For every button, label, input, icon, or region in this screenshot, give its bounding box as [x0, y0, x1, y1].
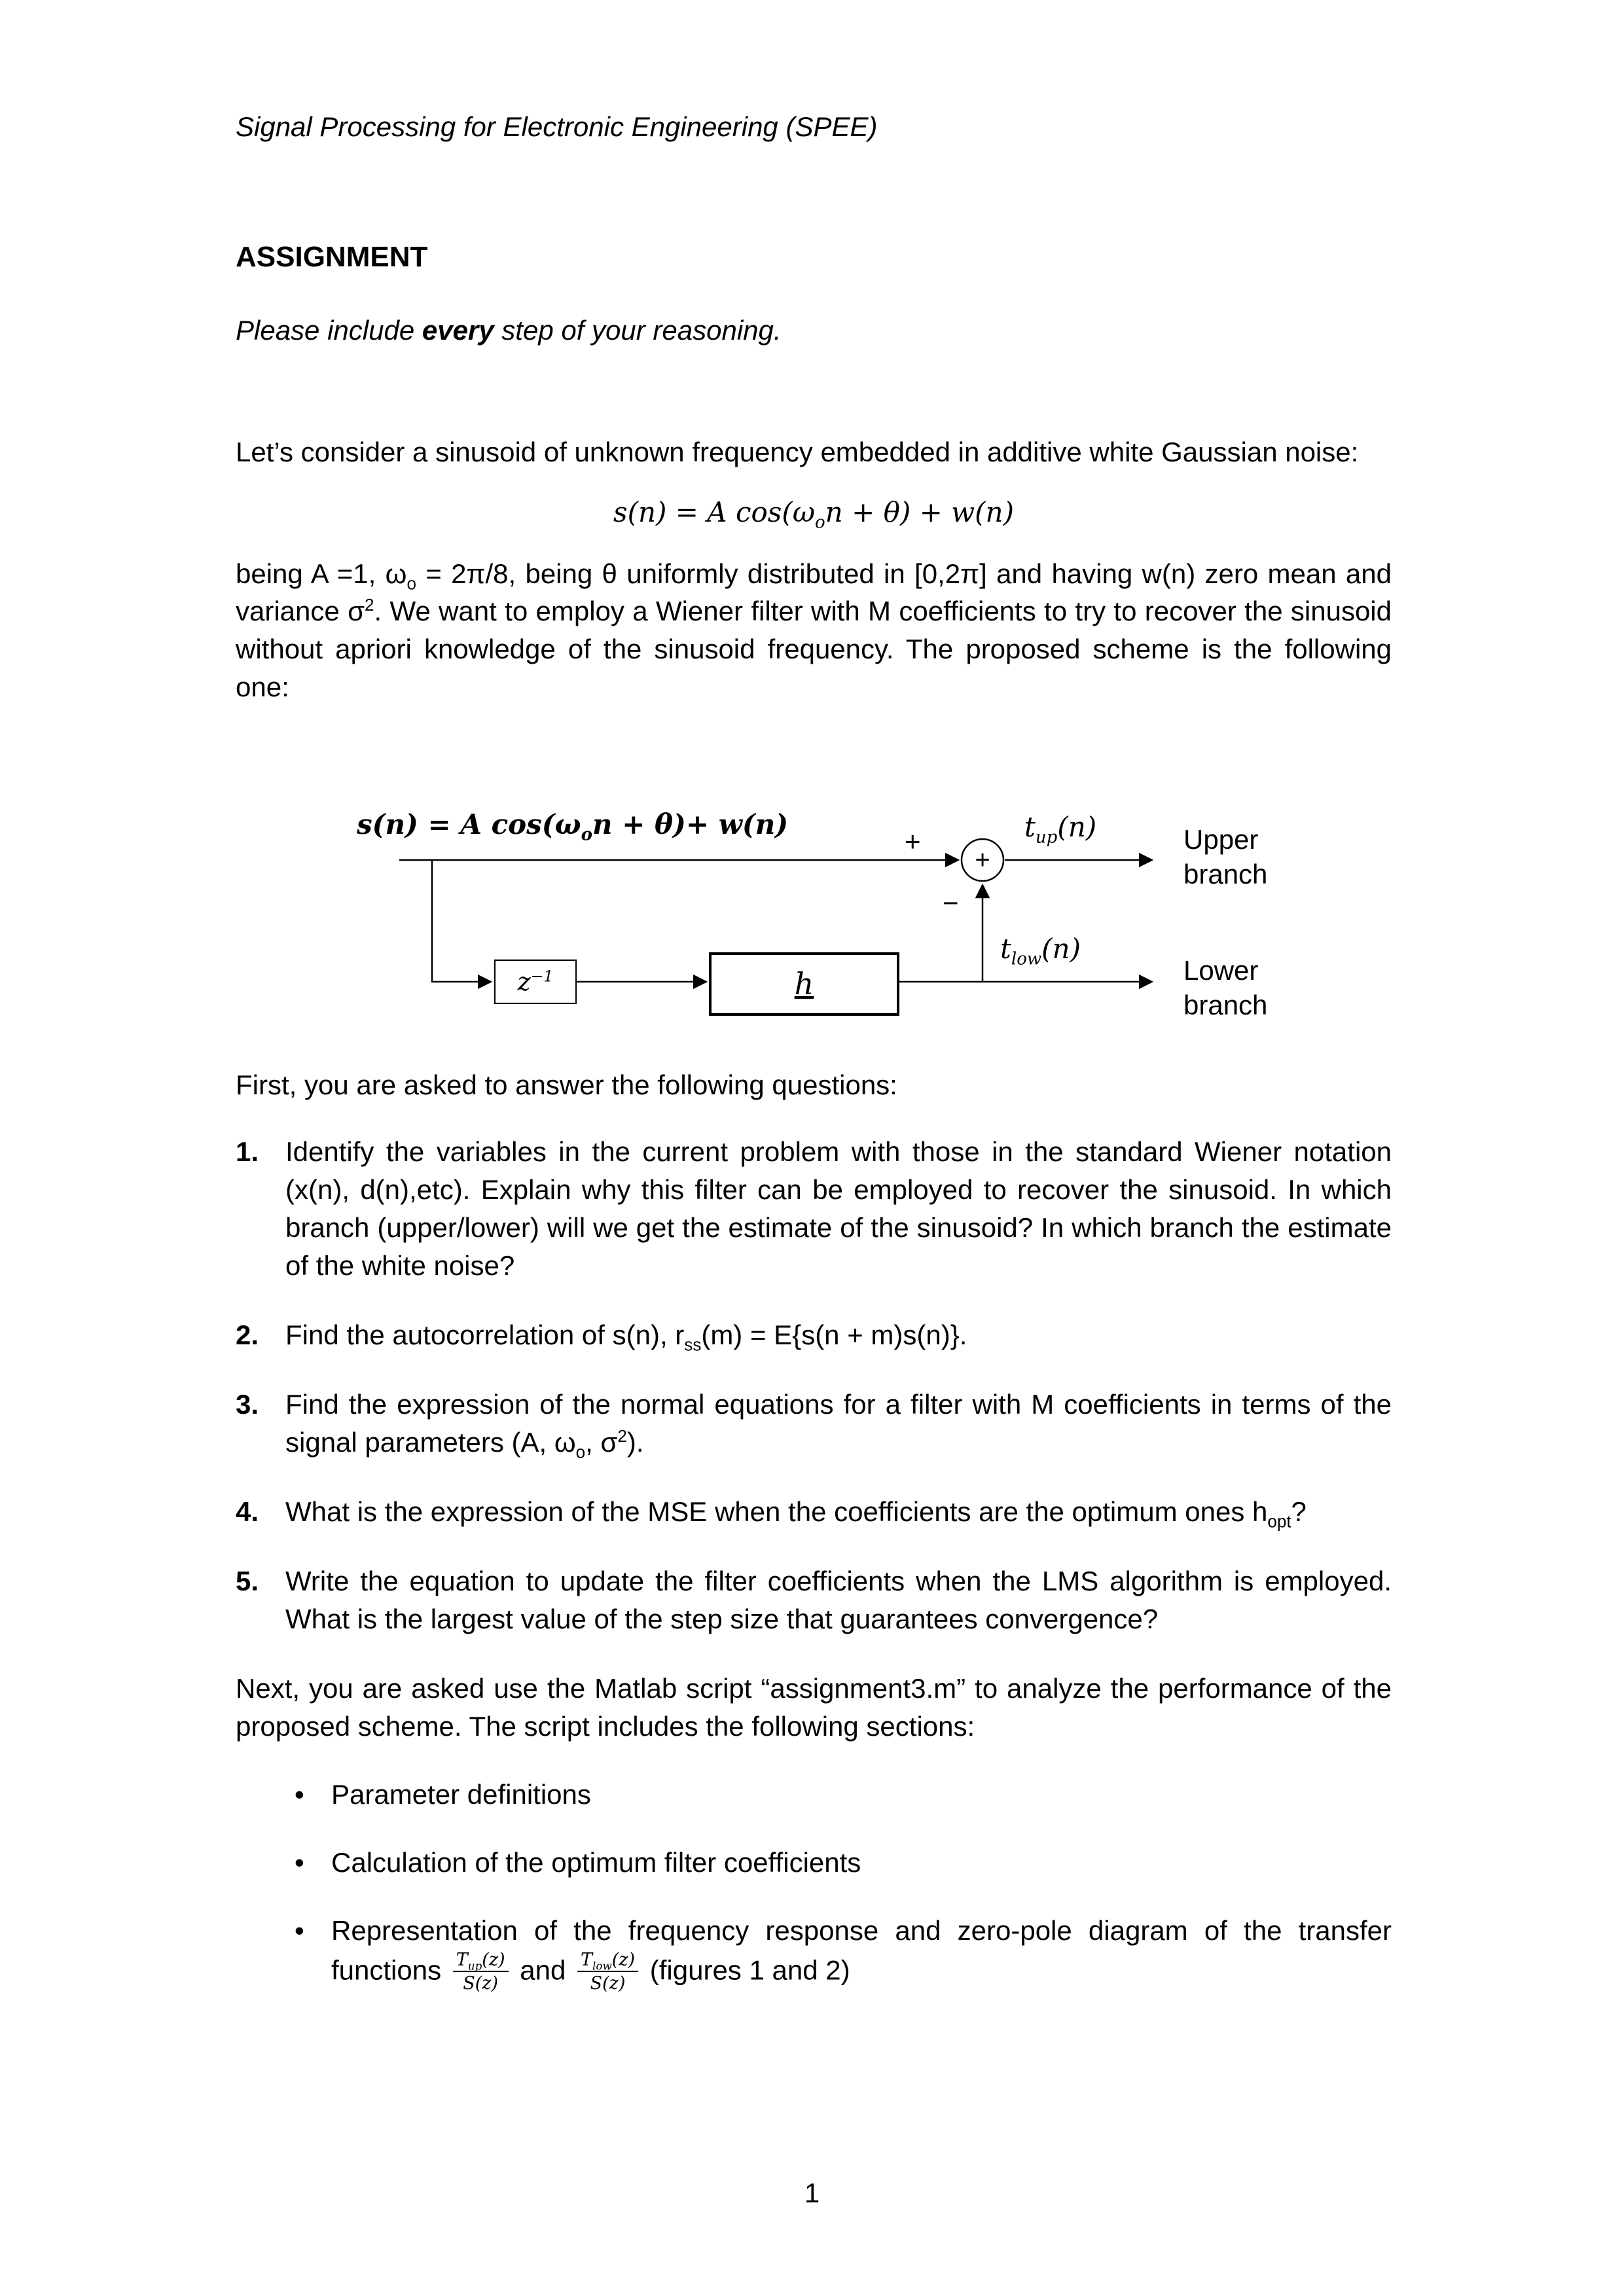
- bullet-list: [236, 1776, 1392, 1995]
- bullet3-text-end: (figures 1 and 2): [642, 1954, 850, 1986]
- filter-block-label: h: [794, 966, 814, 1002]
- question-number: 3.: [236, 1389, 259, 1420]
- lower-output-label: $t_{low}(n)$: [1000, 933, 1081, 969]
- note-post: step of your reasoning.: [494, 314, 782, 346]
- note-pre: Please include: [236, 314, 422, 346]
- plus-sign: +: [905, 826, 921, 857]
- fraction-denominator: S(z): [590, 1973, 626, 1994]
- bullet-item-3: [236, 1912, 1392, 1995]
- page-number: 1: [804, 2178, 820, 2209]
- question-item-3: [236, 1386, 1392, 1462]
- questions-list: [236, 1133, 1392, 1638]
- intro-paragraph: Let’s consider a sinusoid of unknown frequency embedded in additive white Gaussian noise:: [236, 436, 1359, 467]
- question-item-5: [236, 1562, 1392, 1638]
- transfer-function-lower: [577, 1950, 638, 1995]
- bullet-item-1: [236, 1776, 1392, 1814]
- fraction-numerator: $T_{low}(z)$: [577, 1950, 638, 1972]
- signal-equation: s(n) = A $\cos(\omega_on + \theta) + w(n)$: [613, 495, 1014, 532]
- bullet3-text-start: Representation of the frequency response and zero-pole diagram of the transfer functions: [331, 1914, 1392, 1986]
- minus-sign: −: [943, 888, 959, 919]
- summing-junction-plus: +: [975, 845, 990, 874]
- questions-intro: First, you are asked to answer the following questions:: [236, 1069, 897, 1101]
- block-diagram: [236, 804, 1392, 1040]
- delay-block: [494, 960, 577, 1004]
- course-header: Signal Processing for Electronic Engineering (SPEE): [236, 111, 878, 142]
- question-item-2: [236, 1316, 1392, 1354]
- bullet-text: Parameter definitions: [331, 1778, 591, 1810]
- question-text: Find the autocorrelation of s(n), $r_{ss}(m) = E\{s(n + m)s(n)\}$.: [285, 1319, 967, 1355]
- setup-paragraph: being A =1, $\omega_o = 2\pi/8$, being θ uniformly distributed in [0,2π] and having w(n) zero mean and variance $\sigma^2$. We want to employ a Wiener filter with M coefficients to try to recover the sinusoid without apriori knowledge of the sinusoid frequency. The proposed scheme is the following one:: [236, 558, 1392, 703]
- diagram-input-label: s(n) = A $\cos(\omega_on + \theta)+ w(n)$: [357, 808, 789, 845]
- question-number: 2.: [236, 1319, 259, 1351]
- question-number: 1.: [236, 1136, 259, 1168]
- branch-down-wire: [432, 860, 491, 982]
- transfer-function-upper: [453, 1950, 509, 1995]
- question-text: What is the expression of the MSE when the coefficients are the optimum ones $h_{opt}$?: [285, 1496, 1307, 1532]
- bullet-text: [331, 1912, 1392, 1995]
- lower-branch-label: Lower branch: [1183, 955, 1268, 1020]
- assignment-title: ASSIGNMENT: [236, 240, 428, 273]
- upper-branch-label: Upper branch: [1183, 824, 1268, 889]
- bullet-text: Calculation of the optimum filter coefficients: [331, 1846, 861, 1878]
- bullet-marker: •: [295, 1914, 304, 1946]
- fraction-numerator: $T_{up}(z)$: [453, 1950, 509, 1972]
- bullet3-text-mid: and: [512, 1954, 574, 1986]
- question-item-1: [236, 1133, 1392, 1285]
- bullet-marker: •: [295, 1778, 304, 1810]
- question-number: 5.: [236, 1565, 259, 1596]
- filter-block: [709, 952, 899, 1016]
- bullet-marker: •: [295, 1846, 304, 1878]
- delay-block-label: $z^{-1}$: [517, 967, 554, 997]
- question-item-4: [236, 1493, 1392, 1531]
- upper-output-label: $t_{up}(n)$: [1024, 811, 1097, 848]
- matlab-paragraph: Next, you are asked use the Matlab script “assignment3.m” to analyze the performance of the proposed scheme. The script includes the following sections:: [236, 1672, 1392, 1742]
- question-number: 4.: [236, 1496, 259, 1527]
- question-text: Identify the variables in the current problem with those in the standard Wiener notation (x(n), d(n),etc). Explain why this filter can be employed to recover the sinusoid. In which branch (upper/lower) will we get the estimate of the sinusoid? In which branch the estimate of the white noise?: [285, 1136, 1392, 1282]
- fraction-denominator: S(z): [463, 1973, 499, 1994]
- bullet-item-2: [236, 1844, 1392, 1882]
- question-text: Write the equation to update the filter coefficients when the LMS algorithm is employed. What is the largest value of the step size that guarantees convergence?: [285, 1565, 1392, 1634]
- note-emphasis: every: [422, 314, 494, 346]
- question-text: Find the expression of the normal equations for a filter with M coefficients in terms of the signal parameters (A, $\omega_o$, $\sigma^2$).: [285, 1389, 1392, 1462]
- instruction-note: [236, 312, 1392, 350]
